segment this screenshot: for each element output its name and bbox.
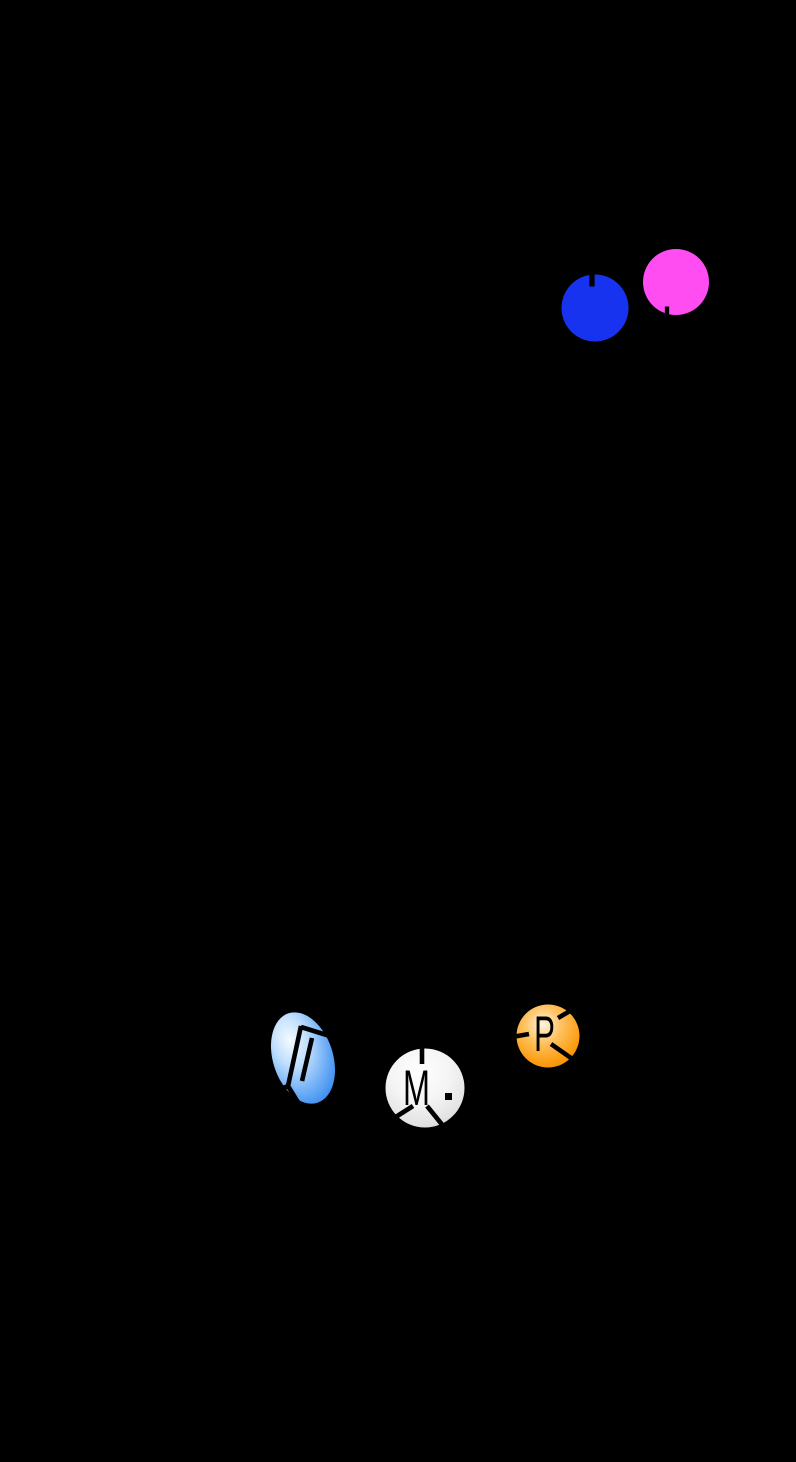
metal-label: M xyxy=(403,1060,430,1116)
phosphorus-label: P xyxy=(534,1006,555,1062)
metal-radical-dot xyxy=(445,1093,452,1100)
blue-atom-ball xyxy=(562,275,629,342)
magenta-atom-ball xyxy=(643,249,709,315)
